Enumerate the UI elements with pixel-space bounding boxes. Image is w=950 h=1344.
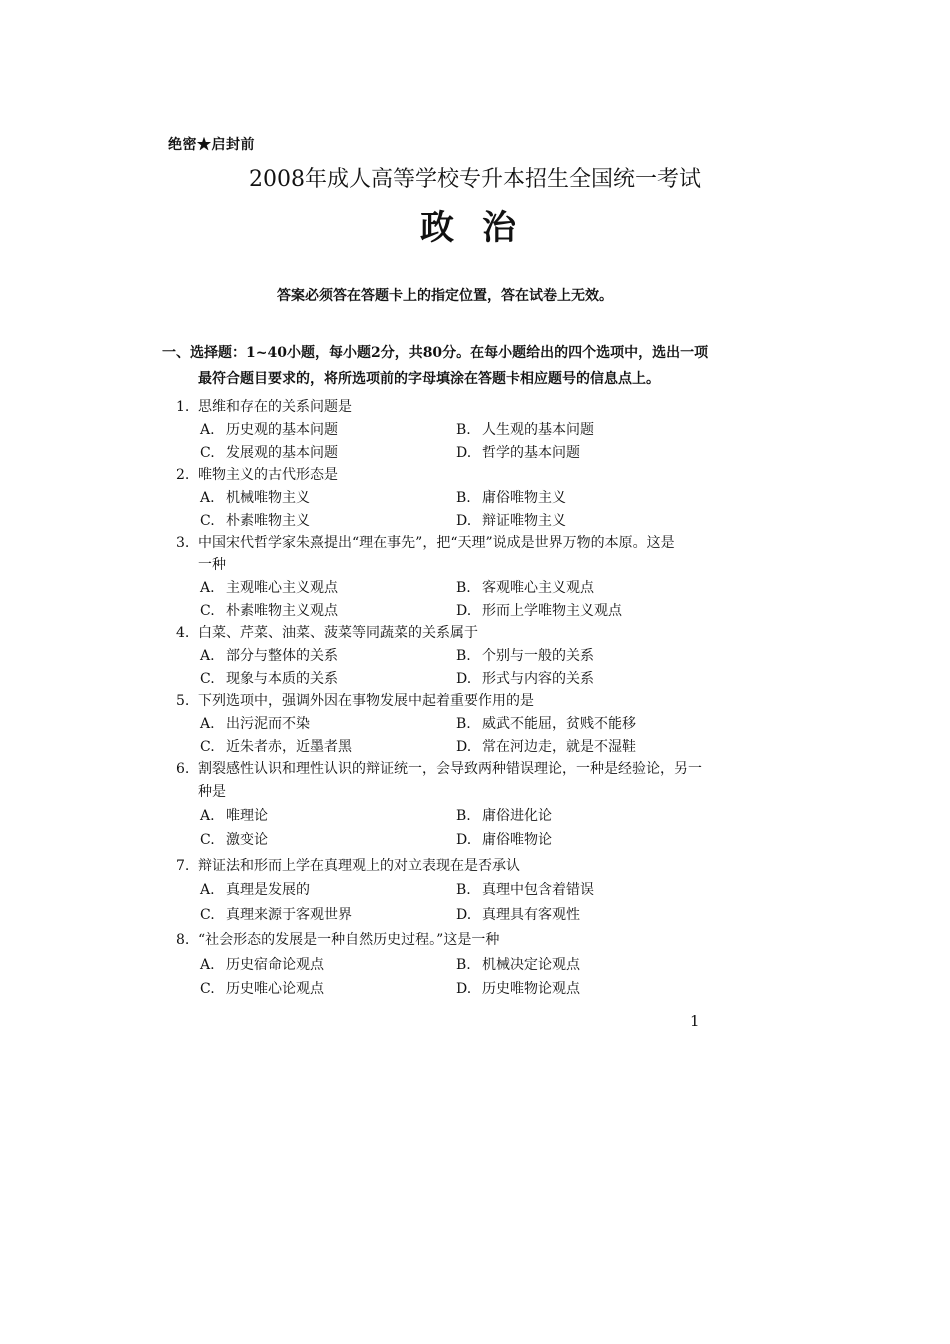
option-letter: B. [456,716,471,732]
option-text: 出污泥而不染 [226,716,310,732]
subject-title: 政治 [420,208,544,248]
option-text: 真理是发展的 [226,882,310,898]
option-text: 真理具有客观性 [482,907,580,923]
question-stem-continuation [198,554,226,574]
question-text: “社会形态的发展是一种自然历史过程。”这是一种 [198,932,500,948]
option-letter: B. [456,882,471,898]
option-letter: A. [200,580,215,596]
option-c [200,442,338,462]
option-text: 历史唯心论观点 [226,981,324,997]
question-text: 思维和存在的关系问题是 [198,399,352,415]
option-text: 真理来源于客观世界 [226,907,352,923]
option-c [200,668,338,688]
option-letter: D. [456,739,472,755]
option-text: 庸俗唯物论 [482,832,552,848]
question-number: 6. [176,761,190,777]
option-text: 激变论 [226,832,268,848]
option-letter: A. [200,490,215,506]
option-letter: B. [456,648,471,664]
question-number: 3. [176,535,190,551]
option-a [200,805,268,825]
option-text: 形而上学唯物主义观点 [482,603,622,619]
question-text: 唯物主义的古代形态是 [198,467,338,483]
option-letter: C. [200,445,215,461]
question-stem [176,532,675,552]
option-text: 常在河边走，就是不湿鞋 [482,739,636,755]
option-text: 庸俗唯物主义 [482,490,566,506]
option-text: 历史唯物论观点 [482,981,580,997]
option-letter: B. [456,580,471,596]
option-a [200,645,338,665]
question-stem [176,622,478,642]
question-stem [176,855,520,875]
question-number: 7. [176,858,190,874]
question-text: 中国宋代哲学家朱熹提出“理在事先”，把“天理”说成是世界万物的本原。这是 [198,535,675,551]
option-letter: C. [200,907,215,923]
question-stem [176,929,499,949]
question-number: 5. [176,693,190,709]
question-text: 白菜、芹菜、油菜、菠菜等同蔬菜的关系属于 [198,625,478,641]
option-text: 威武不能屈，贫贱不能移 [482,716,636,732]
classification-label: 绝密★启封前 [168,137,255,153]
option-text: 客观唯心主义观点 [482,580,594,596]
option-text: 历史观的基本问题 [226,422,338,438]
option-letter: D. [456,513,472,529]
option-text: 真理中包含着错误 [482,882,594,898]
section-instruction-line1: 一、选择题：1~40小题，每小题2分，共80分。在每小题给出的四个选项中，选出一项 [162,345,709,361]
option-a [200,879,310,899]
option-text: 历史宿命论观点 [226,957,324,973]
question-stem [176,396,352,416]
option-c [200,829,268,849]
option-letter: C. [200,739,215,755]
option-text: 辩证唯物主义 [482,513,566,529]
question-text: 下列选项中，强调外因在事物发展中起着重要作用的是 [198,693,534,709]
option-letter: D. [456,671,472,687]
option-text: 部分与整体的关系 [226,648,338,664]
answer-notice: 答案必须答在答题卡上的指定位置，答在试卷上无效。 [277,288,613,304]
option-b [456,954,580,974]
option-d [456,904,580,924]
option-letter: D. [456,445,472,461]
question-text: 辩证法和形而上学在真理观上的对立表现在是否承认 [198,858,520,874]
option-text: 人生观的基本问题 [482,422,594,438]
option-text: 形式与内容的关系 [482,671,594,687]
page-number: 1 [690,1012,700,1030]
question-text-continuation: 种是 [198,784,226,800]
option-text: 主观唯心主义观点 [226,580,338,596]
option-text: 唯理论 [226,808,268,824]
option-c [200,904,352,924]
exam-title: 2008年成人高等学校专升本招生全国统一考试 [249,167,701,192]
option-a [200,954,324,974]
question-number: 2. [176,467,190,483]
option-d [456,668,594,688]
option-text: 哲学的基本问题 [482,445,580,461]
option-d [456,442,580,462]
option-text: 朴素唯物主义 [226,513,310,529]
option-text: 机械唯物主义 [226,490,310,506]
option-b [456,645,594,665]
option-b [456,487,566,507]
option-c [200,978,324,998]
option-letter: A. [200,716,215,732]
option-text: 朴素唯物主义观点 [226,603,338,619]
option-letter: C. [200,981,215,997]
question-number: 4. [176,625,190,641]
question-stem [176,758,702,778]
option-letter: C. [200,832,215,848]
option-d [456,736,636,756]
question-text-continuation: 一种 [198,557,226,573]
option-a [200,713,310,733]
option-b [456,419,594,439]
option-letter: A. [200,422,215,438]
option-b [456,713,636,733]
option-d [456,829,552,849]
option-c [200,600,338,620]
option-letter: C. [200,603,215,619]
option-letter: B. [456,490,471,506]
question-number: 8. [176,932,190,948]
option-text: 现象与本质的关系 [226,671,338,687]
question-number: 1. [176,399,190,415]
option-c [200,510,310,530]
option-a [200,577,338,597]
option-letter: B. [456,422,471,438]
option-letter: C. [200,671,215,687]
option-letter: D. [456,981,472,997]
question-stem-continuation [198,781,226,801]
option-d [456,978,580,998]
option-c [200,736,352,756]
option-d [456,600,622,620]
option-text: 个别与一般的关系 [482,648,594,664]
option-a [200,419,338,439]
section-instruction-line2: 最符合题目要求的，将所选项前的字母填涂在答题卡相应题号的信息点上。 [198,371,660,387]
option-b [456,577,594,597]
option-text: 近朱者赤，近墨者黑 [226,739,352,755]
option-letter: A. [200,957,215,973]
question-text: 割裂感性认识和理性认识的辩证统一，会导致两种错误理论，一种是经验论，另一 [198,761,702,777]
option-text: 机械决定论观点 [482,957,580,973]
option-letter: A. [200,808,215,824]
option-text: 庸俗进化论 [482,808,552,824]
option-letter: A. [200,648,215,664]
option-letter: D. [456,603,472,619]
question-stem [176,690,534,710]
question-stem [176,464,338,484]
option-text: 发展观的基本问题 [226,445,338,461]
option-letter: C. [200,513,215,529]
option-d [456,510,566,530]
option-letter: D. [456,907,472,923]
option-letter: B. [456,957,471,973]
option-letter: B. [456,808,471,824]
option-letter: A. [200,882,215,898]
option-b [456,879,594,899]
option-b [456,805,552,825]
option-letter: D. [456,832,472,848]
option-a [200,487,310,507]
